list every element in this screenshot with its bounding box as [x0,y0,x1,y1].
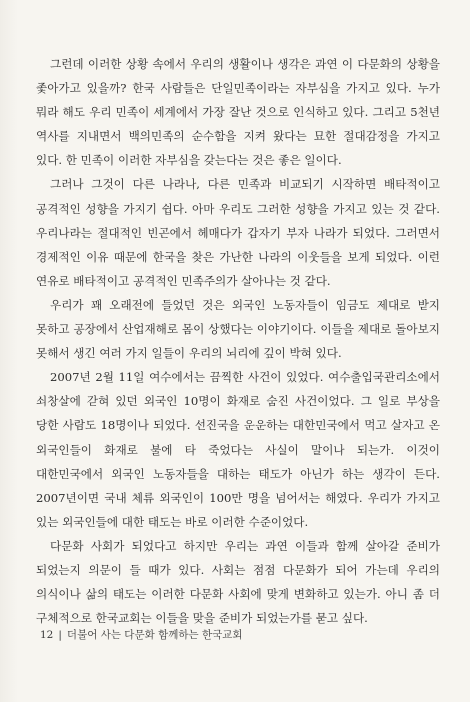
paragraph: 2007년 2월 11일 여수에서는 끔찍한 사건이 있었다. 여수출입국관리소에서 쇠창살에 갇혀 있던 외국인 10명이 화재로 숨진 사건이었다. 그 일로 부상을 당한 사람도 18명이나 되었다. 선진국을 운운하는 대한민국에서 먹고 살자고 온 외국인들이 화재로 불에 타 죽었다는 사실이 말이나 되는가. 이것이 대한민국에서 외국인 노동자들을 대하는 태도가 아닌가 하는 생각이 든다. 2007년이면 국내 체류 외국인이 100만 명을 넘어서는 해였다. 우리가 가지고 있는 외국인들에 대한 태도는 바로 이러한 수준이었다. [36,370,440,529]
paragraph: 그러나 그것이 다른 나라나, 다른 민족과 비교되기 시작하면 배타적이고 공격적인 성향을 가지기 쉽다. 아마 우리도 그러한 성향을 가지고 있는 것 같다. 우리나라는 절대적인 빈곤에서 헤매다가 갑자기 부자 나라가 되었다. 그러면서 경제적인 이유 때문에 한국을 찾은 가난한 나라의 이웃들을 보게 되었다. 이런 연유로 배타적이고 공격적인 민족주의가 살아나는 것 같다. [36,177,440,288]
running-title: 더불어 사는 다문화 함께하는 한국교회 [66,629,243,641]
page-footer [40,627,243,642]
body-text [36,52,440,630]
footer-separator: | [58,629,62,641]
paragraph: 다문화 사회가 되었다고 하지만 우리는 과연 이들과 함께 살아갈 준비가 되었는지 의문이 들 때가 있다. 사회는 점점 다문화가 되어 가는데 우리의 의식이나 삶의 태도는 이러한 다문화 사회에 맞게 변화하고 있는가. 아니 좀 더 구체적으로 한국교회는 이들을 맞을 준비가 되었는가를 묻고 싶다. [36,538,440,626]
paragraph: 우리가 꽤 오래전에 들었던 것은 외국인 노동자들이 임금도 제대로 받지 못하고 공장에서 산업재해로 몸이 상했다는 이야기이다. 이들을 제대로 돌아보지 못해서 생긴 여러 가지 일들이 우리의 뇌리에 깊이 박혀 있다. [36,297,440,361]
paragraph: 그런데 이러한 상황 속에서 우리의 생활이나 생각은 과연 이 다문화의 상황을 좇아가고 있을까? 한국 사람들은 단일민족이라는 자부심을 가지고 있다. 누가 뭐라 해도 우리 민족이 세계에서 가장 잘난 것으로 인식하고 있다. 그리고 5천년 역사를 지내면서 백의민족의 순수함을 지켜 왔다는 묘한 절대감정을 가지고 있다. 한 민족이 이러한 자부심을 갖는다는 것은 좋은 일이다. [36,57,440,168]
page-number: 12 [40,629,54,641]
